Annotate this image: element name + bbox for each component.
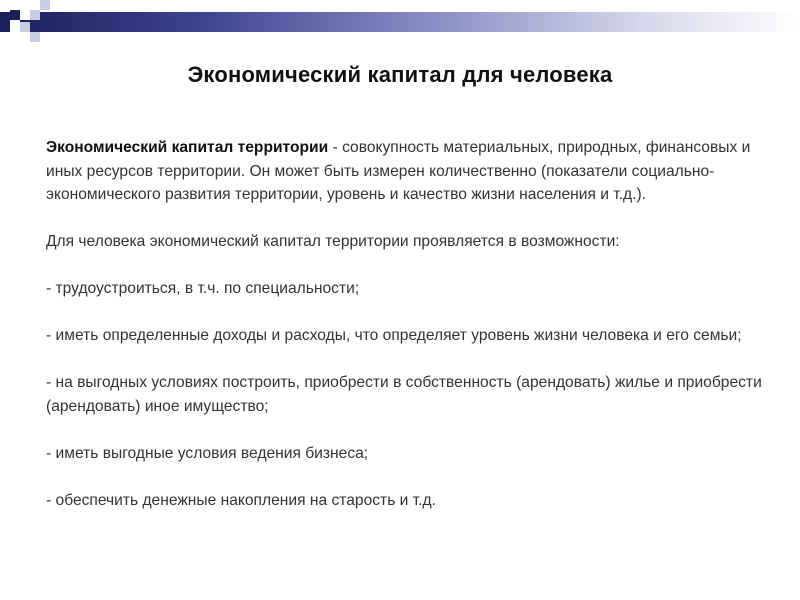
definition-text: - совокупность материальных, природных, финансовых и иных ресурсов территории. Он может быть измерен количественно (показатели социально-экономического развития территории, уровень и качество жизни населения и т.д.). <box>46 139 751 203</box>
decorative-square <box>10 20 20 32</box>
slide-title: Экономический капитал для человека <box>187 62 613 87</box>
intro-paragraph: Для человека экономический капитал территории проявляется в возможности: <box>46 233 620 250</box>
list-item: - трудоустроиться, в т.ч. по специальности; <box>46 280 360 297</box>
header-gradient-bar <box>0 12 800 32</box>
definition-term: Экономический капитал территории <box>46 139 329 156</box>
decorative-square <box>40 0 50 10</box>
slide-content <box>46 136 776 536</box>
decorative-square <box>20 22 30 32</box>
list-item: - обеспечить денежные накопления на старость и т.д. <box>46 491 436 509</box>
decorative-square <box>10 10 20 20</box>
list-item: - на выгодных условиях построить, приобрести в собственность (арендовать) жилье и приобрести (арендовать) иное имущество; <box>46 374 762 415</box>
decorative-square <box>30 32 40 42</box>
list-item: - иметь определенные доходы и расходы, что определяет уровень жизни человека и его семьи; <box>46 327 742 344</box>
definition-paragraph <box>46 136 776 207</box>
list-item: - иметь выгодные условия ведения бизнеса; <box>46 444 369 462</box>
decorative-square <box>30 10 40 20</box>
